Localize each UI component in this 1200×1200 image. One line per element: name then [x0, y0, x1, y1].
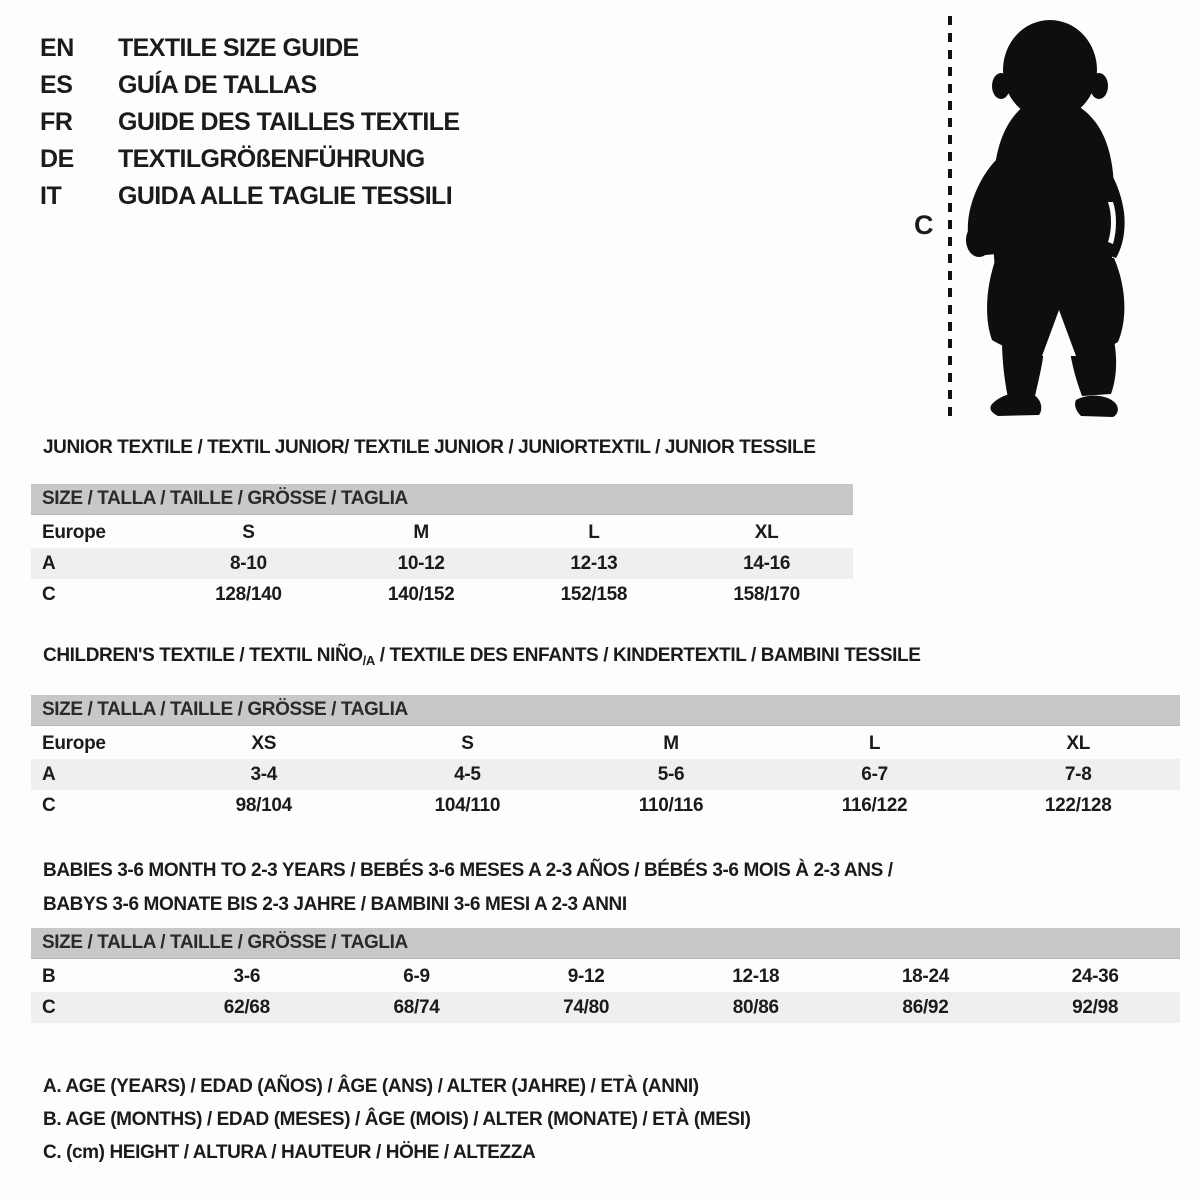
row-label: A [31, 759, 162, 790]
size-header-bar: SIZE / TALLA / TAILLE / GRÖSSE / TAGLIA [31, 928, 1180, 959]
language-code: FR [40, 108, 73, 136]
table-row [31, 992, 1180, 1023]
cell: 110/116 [638, 794, 704, 816]
cell: 98/104 [235, 794, 292, 816]
note-age-months: B. AGE (MONTHS) / EDAD (MESES) / ÂGE (MOIS) / ALTER (MONATE) / ETÀ (MESI) [43, 1109, 751, 1130]
babies-size-table [31, 961, 1180, 1023]
cell: 8-10 [162, 548, 335, 579]
babies-section [31, 854, 1180, 1023]
section-title-sub: /A [362, 653, 375, 668]
children-size-table [31, 728, 1180, 821]
note-height-cm: C. (cm) HEIGHT / ALTURA / HAUTEUR / HÖHE / ALTEZZA [43, 1142, 536, 1163]
cell: 9-12 [567, 965, 605, 987]
table-row [31, 759, 1180, 790]
toddler-silhouette-icon [962, 18, 1134, 418]
cell: 104/110 [434, 794, 501, 816]
row-label: Europe [42, 732, 106, 754]
table-row [31, 579, 853, 610]
cell: 158/170 [733, 583, 800, 605]
cell: XL [754, 521, 779, 543]
section-title-line: BABIES 3-6 MONTH TO 2-3 YEARS / BEBÉS 3-6 MESES A 2-3 AÑOS / BÉBÉS 3-6 MOIS À 2-3 ANS / [43, 860, 893, 881]
cell: 6-7 [773, 759, 977, 790]
cell: 5-6 [569, 759, 773, 790]
list-item [40, 104, 460, 141]
cell: S [461, 732, 474, 754]
list-item [40, 178, 460, 215]
list-item [40, 67, 460, 104]
cell: 152/158 [560, 583, 628, 605]
list-item [40, 30, 460, 67]
section-title [43, 854, 1180, 922]
table-row [31, 961, 1180, 992]
table-row [31, 790, 1180, 821]
cell: 7-8 [976, 759, 1180, 790]
row-label: B [42, 965, 56, 987]
row-label: C [42, 583, 56, 605]
cell: 14-16 [680, 548, 853, 579]
note-age-years: A. AGE (YEARS) / EDAD (AÑOS) / ÂGE (ANS) / ALTER (JAHRE) / ETÀ (ANNI) [43, 1076, 699, 1097]
cell: 3-4 [162, 759, 366, 790]
section-title [43, 644, 1180, 673]
guide-title: GUIDE DES TAILLES TEXTILE [118, 108, 460, 136]
height-measure-label: C [914, 210, 934, 240]
legend-notes [43, 1070, 751, 1169]
cell: 116/122 [841, 794, 908, 816]
cell: 74/80 [501, 992, 671, 1023]
size-header-bar: SIZE / TALLA / TAILLE / GRÖSSE / TAGLIA [31, 484, 853, 515]
language-code: IT [40, 182, 62, 210]
row-label: C [42, 794, 56, 816]
cell: M [413, 521, 429, 543]
guide-title: GUIDA ALLE TAGLIE TESSILI [118, 182, 453, 210]
list-item [40, 141, 460, 178]
guide-title: TEXTILGRÖßENFÜHRUNG [118, 145, 425, 173]
cell: 86/92 [841, 992, 1011, 1023]
cell: 140/152 [387, 583, 455, 605]
height-measure-line [946, 16, 954, 416]
section-title: JUNIOR TEXTILE / TEXTIL JUNIOR/ TEXTILE JUNIOR / JUNIORTEXTIL / JUNIOR TESSILE [43, 437, 816, 458]
cell: 24-36 [1071, 965, 1119, 987]
size-header-bar: SIZE / TALLA / TAILLE / GRÖSSE / TAGLIA [31, 695, 1180, 726]
language-code: ES [40, 71, 73, 99]
section-title-line: BABYS 3-6 MONATE BIS 2-3 JAHRE / BAMBINI 3-6 MESI A 2-3 ANNI [43, 894, 627, 915]
junior-size-table [31, 517, 853, 610]
cell: 6-9 [403, 965, 430, 987]
section-title-part: / TEXTILE DES ENFANTS / KINDERTEXTIL / BAMBINI TESSILE [374, 645, 921, 666]
cell: 80/86 [671, 992, 841, 1023]
cell: XL [1066, 732, 1091, 754]
cell: 62/68 [162, 992, 332, 1023]
cell: 10-12 [335, 548, 508, 579]
guide-title: TEXTILE SIZE GUIDE [118, 34, 359, 62]
row-label: C [31, 992, 162, 1023]
cell: 128/140 [215, 583, 282, 605]
cell: 3-6 [233, 965, 261, 987]
cell: 12-18 [732, 965, 780, 987]
language-code: EN [40, 34, 74, 62]
cell: 4-5 [366, 759, 570, 790]
table-row [31, 548, 853, 579]
table-row [31, 728, 1180, 759]
language-code: DE [40, 145, 74, 173]
row-label: Europe [42, 521, 106, 543]
cell: 92/98 [1010, 992, 1180, 1023]
table-row [31, 517, 853, 548]
row-label: A [31, 548, 162, 579]
children-section [31, 644, 1180, 821]
junior-section [31, 436, 853, 610]
cell: 122/128 [1044, 794, 1112, 816]
cell: 68/74 [332, 992, 502, 1023]
cell: L [588, 521, 600, 543]
cell: L [868, 732, 881, 754]
language-title-list [40, 30, 460, 215]
guide-title: GUÍA DE TALLAS [118, 71, 317, 99]
section-title-part: CHILDREN'S TEXTILE / TEXTIL NIÑO [43, 645, 363, 666]
cell: 12-13 [508, 548, 681, 579]
cell: 18-24 [901, 965, 949, 987]
cell: S [242, 521, 255, 543]
cell: XS [251, 732, 277, 754]
cell: M [663, 732, 679, 754]
